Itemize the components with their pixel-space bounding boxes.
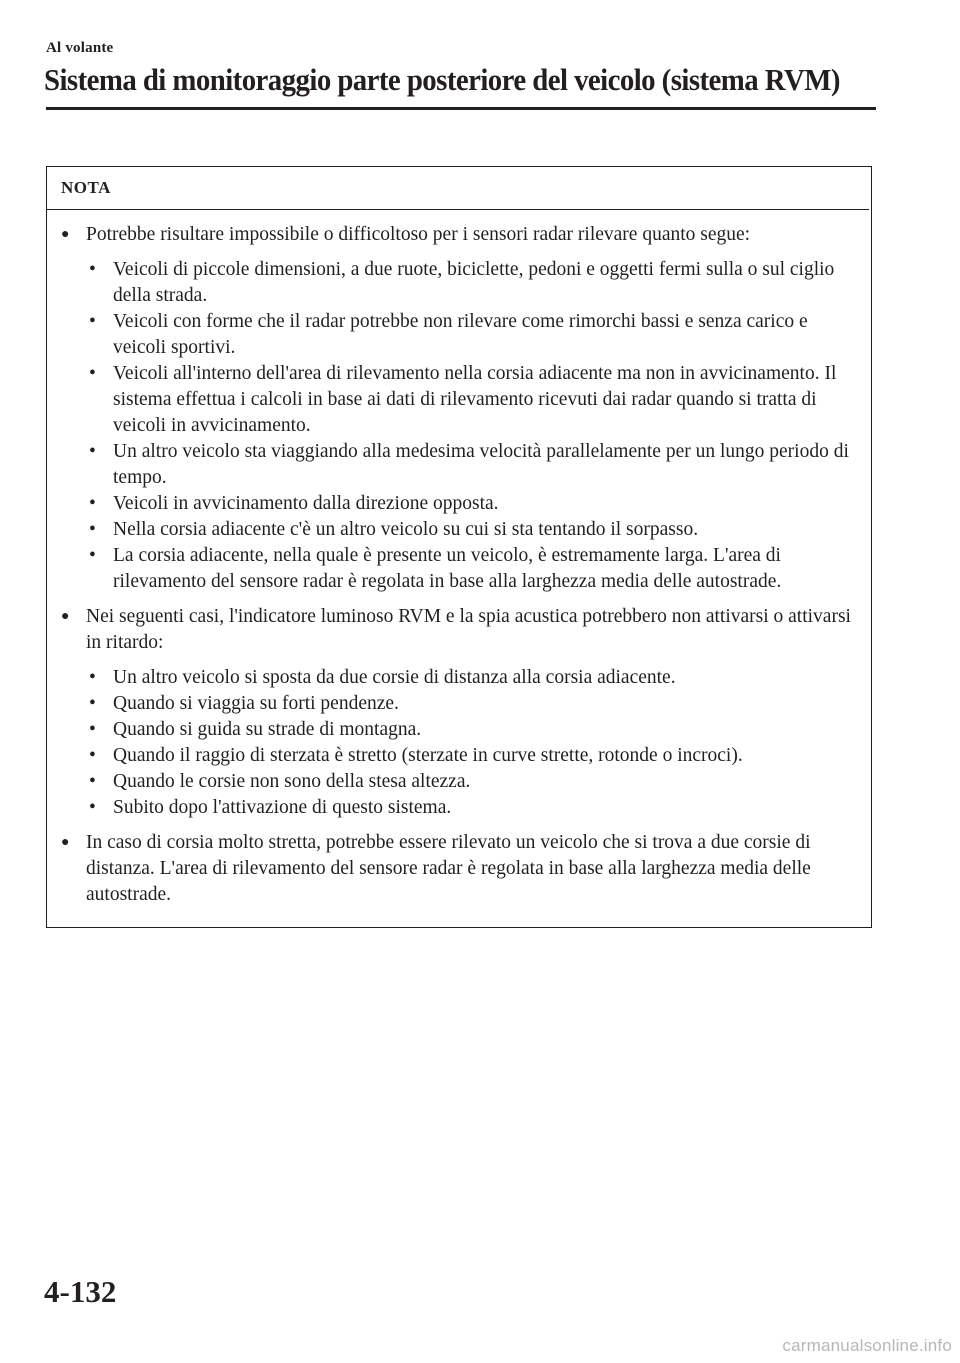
sub-list-item-text: Quando il raggio di sterzata è stretto (sterzate in curve strette, rotonde o incroci). xyxy=(113,745,743,766)
sub-list-item-text: Veicoli all'interno dell'area di rilevamento nella corsia adiacente ma non in avvicinamento. Il sistema effettua i calcoli in base ai dati di rilevamento ricevuti dai radar quando si tratta di veicoli in avvicinamento. xyxy=(113,363,837,436)
note-item-text: Potrebbe risultare impossibile o difficoltoso per i sensori radar rilevare quanto segue: xyxy=(86,224,751,245)
sub-list-item xyxy=(86,439,853,491)
sub-list-item-text: Nella corsia adiacente c'è un altro veicolo su cui si sta tentando il sorpasso. xyxy=(113,519,699,540)
bullet-dot-icon: ● xyxy=(61,227,70,242)
sub-list-item xyxy=(86,769,853,795)
sub-list-item xyxy=(86,517,853,543)
bullet-icon: • xyxy=(89,667,96,688)
sub-list-item-text: La corsia adiacente, nella quale è presente un veicolo, è estremamente larga. L'area di rilevamento del sensore radar è regolata in base alla larghezza media delle autostrade. xyxy=(113,545,782,592)
bullet-icon: • xyxy=(89,797,96,818)
note-item xyxy=(61,604,853,821)
sub-list-item xyxy=(86,309,853,361)
sub-list-item xyxy=(86,665,853,691)
watermark: carmanualsonline.info xyxy=(782,1336,952,1355)
bullet-icon: • xyxy=(89,363,96,384)
page-title: Sistema di monitoraggio parte posteriore del veicolo (sistema RVM) xyxy=(44,62,840,97)
note-header: NOTA xyxy=(61,178,111,197)
bullet-icon: • xyxy=(89,693,96,714)
note-item-text: In caso di corsia molto stretta, potrebbe essere rilevato un veicolo che si trova a due corsie di distanza. L'area di rilevamento del sensore radar è regolata in base alla larghezza media delle autostrade. xyxy=(86,832,811,905)
sub-list-item-text: Veicoli con forme che il radar potrebbe non rilevare come rimorchi bassi e senza carico e veicoli sportivi. xyxy=(113,311,808,358)
bullet-icon: • xyxy=(89,745,96,766)
sub-list-item-text: Un altro veicolo sta viaggiando alla medesima velocità parallelamente per un lungo periodo di tempo. xyxy=(113,441,849,488)
sub-list-item-text: Veicoli in avvicinamento dalla direzione opposta. xyxy=(113,493,499,514)
bullet-icon: • xyxy=(89,519,96,540)
section-label: Al volante xyxy=(46,40,114,56)
bullet-dot-icon: ● xyxy=(61,835,70,850)
sub-list-item xyxy=(86,717,853,743)
sub-list-item xyxy=(86,691,853,717)
note-item xyxy=(61,222,853,595)
bullet-icon: • xyxy=(89,719,96,740)
sub-list-item xyxy=(86,743,853,769)
bullet-icon: • xyxy=(89,771,96,792)
bullet-icon: • xyxy=(89,545,96,566)
sub-list-item-text: Quando si guida su strade di montagna. xyxy=(113,719,422,740)
note-item xyxy=(61,830,853,908)
sub-list-item xyxy=(86,257,853,309)
bullet-dot-icon: ● xyxy=(61,609,70,624)
bullet-icon: • xyxy=(89,441,96,462)
sub-list-item-text: Un altro veicolo si sposta da due corsie di distanza alla corsia adiacente. xyxy=(113,667,676,688)
sub-list xyxy=(86,257,853,595)
note-box xyxy=(46,166,872,928)
note-item-text: Nei seguenti casi, l'indicatore luminoso RVM e la spia acustica potrebbero non attivarsi o attivarsi in ritardo: xyxy=(86,606,851,653)
note-body xyxy=(47,210,871,908)
sub-list-item xyxy=(86,491,853,517)
sub-list-item-text: Quando si viaggia su forti pendenze. xyxy=(113,693,399,714)
sub-list-item xyxy=(86,795,853,821)
sub-list xyxy=(86,665,853,821)
bullet-icon: • xyxy=(89,259,96,280)
sub-list-item-text: Quando le corsie non sono della stesa altezza. xyxy=(113,771,471,792)
sub-list-item xyxy=(86,361,853,439)
sub-list-item-text: Subito dopo l'attivazione di questo sistema. xyxy=(113,797,452,818)
sub-list-item-text: Veicoli di piccole dimensioni, a due ruote, biciclette, pedoni e oggetti fermi sulla o sul ciglio della strada. xyxy=(113,259,835,306)
sub-list-item xyxy=(86,543,853,595)
title-rule xyxy=(46,107,876,110)
bullet-icon: • xyxy=(89,493,96,514)
page-number: 4-132 xyxy=(44,1274,117,1309)
bullet-icon: • xyxy=(89,311,96,332)
